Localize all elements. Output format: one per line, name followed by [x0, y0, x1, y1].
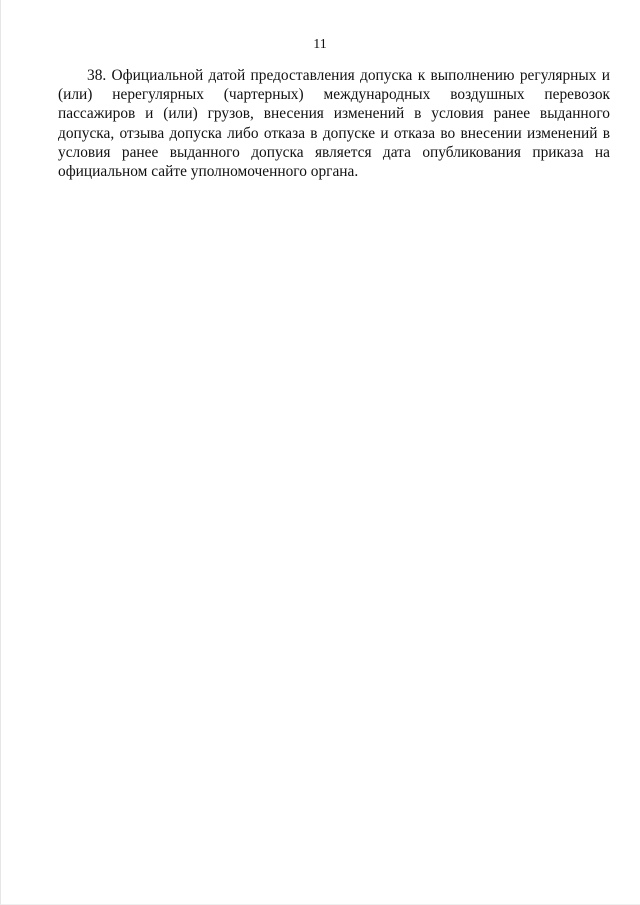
paragraph-38: 38. Официальной датой предоставления допуска к выполнению регулярных и (или) нерегулярных (чартерных) международных воздушных перевозок пассажиров и (или) грузов, внесения изменений в условия ранее выданного допуска, отзыва допуска либо отказа в допуске и отказа во внесении изменений в условия ранее выданного допуска является дата опубликования приказа на официальном сайте уполномоченного органа. [58, 67, 610, 181]
page-number: 11 [313, 37, 327, 52]
